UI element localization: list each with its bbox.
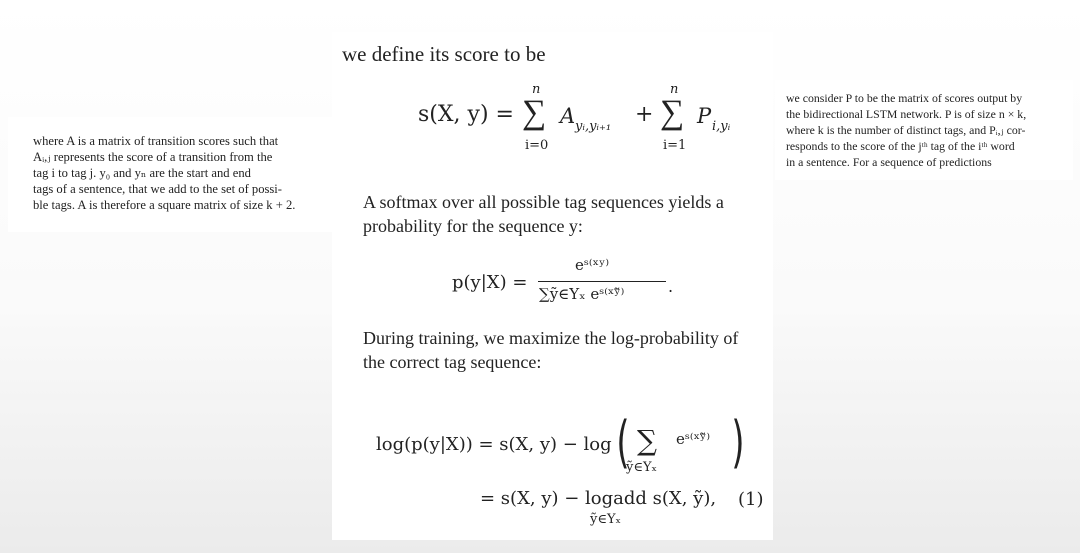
softmax-line: probability for the sequence y: [363,216,583,236]
log-sum-sigma: ∑ [637,424,657,457]
left-note-line: tag i to tag j. y₀ and yₙ are the start and end [33,166,251,180]
right-note-line: where k is the number of distinct tags, and Pᵢ,ⱼ cor- [786,123,1026,137]
crf-formula-panel [332,32,773,540]
sum2-subscript: i,yᵢ [712,119,731,134]
sum1-upper: n [532,82,541,97]
softmax-line: A softmax over all possible tag sequences yields a [363,192,724,212]
right-note-text [786,90,1058,170]
left-note-text [33,133,329,213]
score-lhs: s(X, y) = [418,102,514,127]
training-line: During training, we maximize the log-probability of [363,328,739,348]
log-sum-exp: eˢ⁽ˣʸ̃⁾ [676,430,711,448]
sum1-subscript: yᵢ,yᵢ₊₁ [575,119,612,134]
prob-period: . [668,277,674,296]
prob-lhs: p(y|X) = [452,272,528,293]
emission-scores-note [775,80,1073,180]
sum2-upper: n [670,82,679,97]
left-note-line: where A is a matrix of transition scores such that [33,134,279,148]
transition-scores-note [8,117,338,232]
right-note-line: responds to the score of the jᵗʰ tag of the iᵗʰ word [786,139,1015,153]
left-note-line: Aᵢ,ⱼ represents the score of a transition from the [33,150,273,164]
sum2-sigma: ∑ [660,94,685,131]
sum1-sigma: ∑ [522,94,547,131]
left-note-line: tags of a sentence, that we add to the set of possi- [33,182,283,196]
sum1-lower: i=0 [525,138,549,153]
section-heading: we define its score to be [342,42,546,66]
log-sum-lower: ỹ∈Yₓ [626,460,658,475]
log-lhs: log(p(y|X)) = s(X, y) − log [376,434,612,455]
prob-denominator: ∑ỹ∈Yₓ eˢ⁽ˣʸ̃⁾ [539,285,625,303]
sum2-term: P [697,104,712,128]
training-paragraph [363,326,765,374]
left-paren: ( [616,410,630,475]
softmax-paragraph [363,190,765,238]
logadd-lower: ỹ∈Yₓ [590,512,622,527]
left-note-line: ble tags. A is therefore a square matrix of size k + 2. [33,198,296,212]
sum1-term: A [560,104,576,128]
fraction-bar [538,281,666,282]
prob-numerator: eˢ⁽ˣʸ⁾ [575,256,610,274]
right-paren: ) [731,410,745,475]
right-note-line: in a sentence. For a sequence of predictions [786,155,992,169]
sum2-lower: i=1 [663,138,687,153]
training-line: the correct tag sequence: [363,352,542,372]
logadd-line: = s(X, y) − logadd s(X, ỹ), [480,488,717,509]
equation-number: (1) [738,489,764,510]
plus-sign: + [635,102,654,127]
right-note-line: the bidirectional LSTM network. P is of size n × k, [786,107,1027,121]
right-note-line: we consider P to be the matrix of scores output by [786,91,1023,105]
